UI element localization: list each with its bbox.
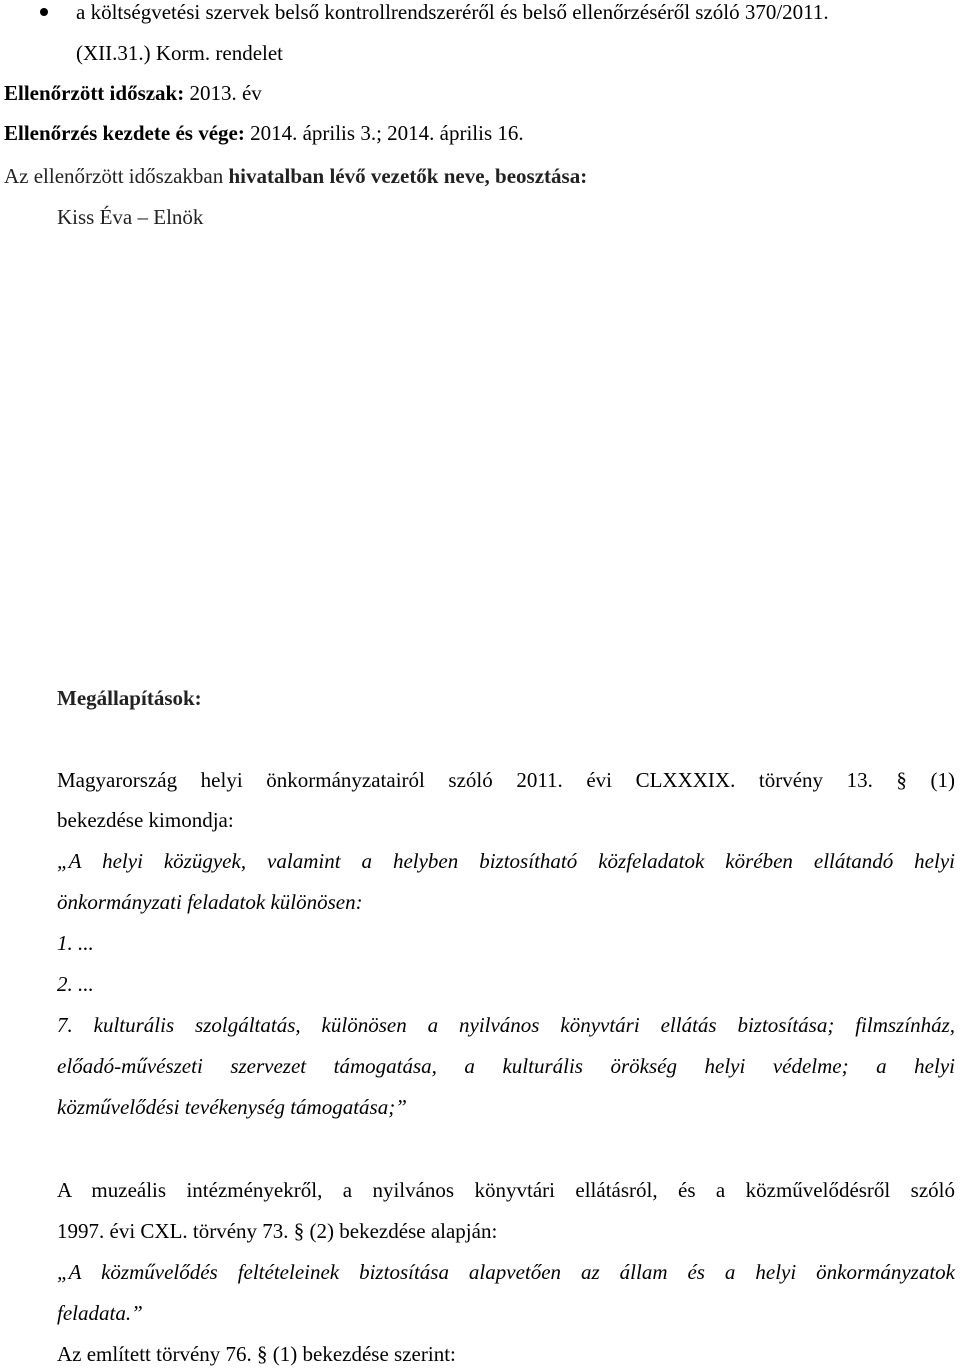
bullet-text-line-2: (XII.31.) Korm. rendelet: [76, 41, 284, 65]
audit-period-value: 2013. év: [184, 81, 262, 105]
last-reference-line: Az említett törvény 76. § (1) bekezdése szerint:: [57, 1342, 456, 1366]
audit-period-line: [4, 83, 262, 104]
findings-heading: Megállapítások:: [57, 686, 202, 710]
list-item-1: 1. ...: [57, 931, 94, 955]
leaders-prefix: Az ellenőrzött időszakban: [4, 164, 229, 188]
audit-dates-label: Ellenőrzés kezdete és vége:: [4, 121, 245, 145]
law-reference-line-2: bekezdése kimondja:: [57, 808, 234, 832]
audit-dates-value: 2014. április 3.; 2014. április 16.: [244, 121, 524, 145]
audit-period-label: Ellenőrzött időszak:: [4, 81, 185, 105]
quote-2-line-2: feladata.”: [57, 1301, 143, 1325]
leaders-line: [4, 166, 587, 187]
audit-dates-line: [4, 123, 524, 144]
list-item-2: 2. ...: [57, 972, 94, 996]
bullet-icon: [40, 8, 48, 16]
quote-1-line-1: „A helyi közügyek, valamint a helyben biztosítható közfeladatok körében ellátandó helyi: [57, 849, 955, 873]
list-item-7-line-3: közművelődési tevékenység támogatása;”: [57, 1095, 407, 1119]
leader-name: Kiss Éva – Elnök: [57, 205, 204, 229]
list-item-7-line-1: 7. kulturális szolgáltatás, különösen a nyilvános könyvtári ellátás biztosítása; filmszínház,: [57, 1013, 955, 1037]
list-item-7-line-2: előadó-művészeti szervezet támogatása, a kulturális örökség helyi védelme; a helyi: [57, 1054, 955, 1078]
quote-1-line-2: önkormányzati feladatok különösen:: [57, 890, 363, 914]
museum-law-line-2: 1997. évi CXL. törvény 73. § (2) bekezdése alapján:: [57, 1219, 498, 1243]
leaders-bold: hivatalban lévő vezetők neve, beosztása:: [228, 164, 588, 188]
museum-law-line-1: A muzeális intézményekről, a nyilvános könyvtári ellátásról, és a közművelődésről szóló: [57, 1178, 955, 1202]
bullet-text-line-1: a költségvetési szervek belső kontrollrendszeréről és belső ellenőrzéséről szóló 370/2011.: [76, 0, 829, 24]
quote-2-line-1: „A közművelődés feltételeinek biztosítása alapvetően az állam és a helyi önkormányzatok: [57, 1260, 955, 1284]
law-reference-line-1: Magyarország helyi önkormányzatairól szóló 2011. évi CLXXXIX. törvény 13. § (1): [57, 768, 955, 792]
